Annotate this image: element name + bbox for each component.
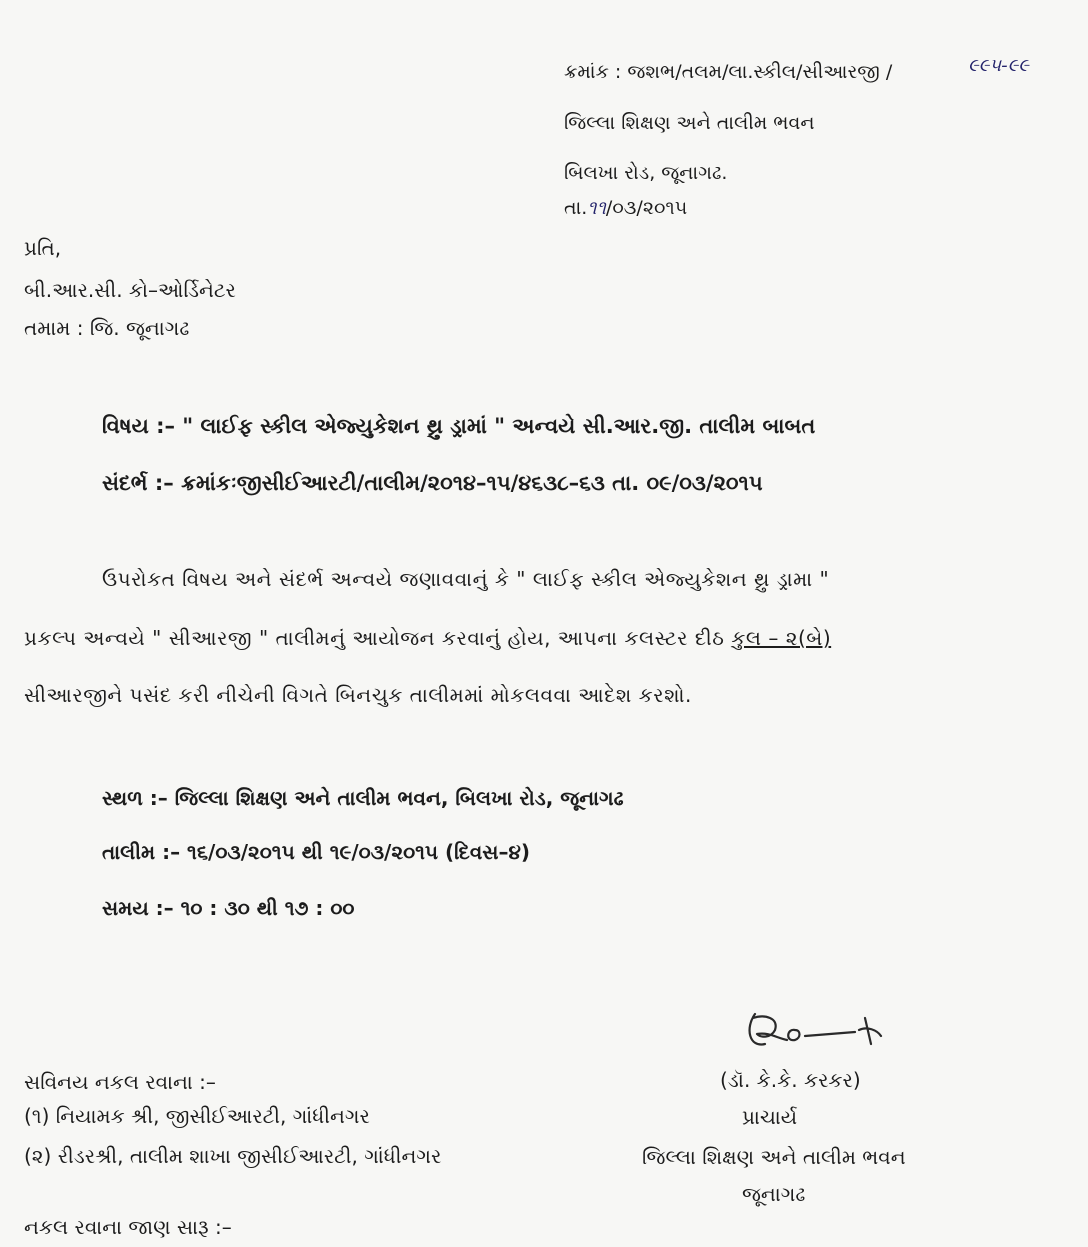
date-rest: /૦૩/૨૦૧૫ <box>605 197 688 219</box>
recipient-scope: તમામ : જિ. જૂનાગઢ <box>24 316 190 340</box>
recipient-designation: બી.આર.સી. કો–ઓર્ડિનેટર <box>24 278 236 302</box>
copies-heading: સવિનય નકલ રવાના :– <box>24 1070 216 1094</box>
reference-line: સંદર્ભ :– ક્રમાંકઃજીસીઈઆરટી/તાલીમ/૨૦૧૪–૧૫/૪૬૩૮–૬૩ તા. ૦૯/૦૩/૨૦૧૫ <box>102 471 763 495</box>
body-line-2-text: પ્રકલ્પ અન્વયે " સીઆરજી " તાલીમનું આયોજન કરવાનું હોય, આપના કલસ્ટર દીઠ <box>24 626 732 650</box>
recipient-to: પ્રતિ, <box>24 236 62 260</box>
signature-mark <box>735 1008 905 1058</box>
reference-number <box>564 58 892 86</box>
body-line-1: ઉપરોકત વિષય અને સંદર્ભ અન્વયે જણાવવાનું કે " લાઈફ સ્કીલ એજ્યુકેશન થ્રુ ડ્રામા " <box>102 567 830 591</box>
reference-prefix: ક્રમાંક : જશભ/તલમ/લા.સ્કીલ/સીઆરજી / <box>564 61 893 83</box>
info-copies-heading: નકલ રવાના જાણ સારૂ :– <box>24 1215 232 1239</box>
date-prefix: તા. <box>564 197 588 219</box>
copy-item-2: (૨) રીડરશ્રી, તાલીમ શાખા જીસીઈઆરટી, ગાંધીનગર <box>24 1144 442 1168</box>
detail-time: સમય :– ૧૦ : ૩૦ થી ૧૭ : ૦૦ <box>102 896 355 920</box>
signatory-city: જૂનાગઢ <box>742 1182 806 1206</box>
body-line-2-underlined: કુલ – ૨(બે) <box>731 626 832 650</box>
letter-date <box>564 194 687 222</box>
copy-item-1: (૧) નિયામક શ્રી, જીસીઈઆરટી, ગાંધીનગર <box>24 1104 370 1128</box>
body-line-2 <box>24 624 831 652</box>
detail-place: સ્થળ :– જિલ્લા શિક્ષણ અને તાલીમ ભવન, બિલખા રોડ, જૂનાગઢ <box>102 786 624 810</box>
signatory-office: જિલ્લા શિક્ષણ અને તાલીમ ભવન <box>642 1145 906 1169</box>
office-name: જિલ્લા શિક્ષણ અને તાલીમ ભવન <box>564 112 815 134</box>
office-address: બિલખા રોડ, જૂનાગઢ. <box>564 162 728 184</box>
body-line-3: સીઆરજીને પસંદ કરી નીચેની વિગતે બિનચુક તાલીમમાં મોકલવવા આદેશ કરશો. <box>24 683 692 707</box>
detail-training: તાલીમ :– ૧૬/૦૩/૨૦૧૫ થી ૧૯/૦૩/૨૦૧૫ (દિવસ–૪) <box>102 840 531 864</box>
signatory-name: (ડૉ. કે.કે. કરકર) <box>720 1068 861 1092</box>
date-handwritten: ૧૧ <box>587 197 606 219</box>
signatory-title: પ્રાચાર્ય <box>742 1105 798 1129</box>
reference-handwritten: ૯૯૫-૯૯ <box>968 55 1029 76</box>
subject-line: વિષય :– " લાઈફ સ્કીલ એજ્યુકેશન થ્રુ ડ્રામાં " અન્વયે સી.આર.જી. તાલીમ બાબત <box>102 414 816 438</box>
